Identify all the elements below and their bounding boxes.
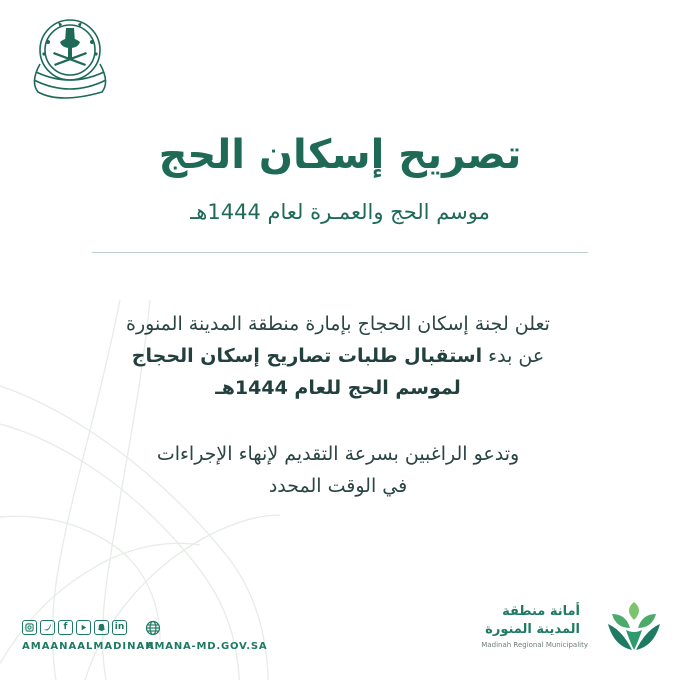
social-handle[interactable]: AMAANAALMADINAH xyxy=(22,641,155,652)
globe-icon xyxy=(145,620,161,636)
announcement-line-3-bold: لموسم الحج للعام 1444هـ xyxy=(215,377,461,399)
announcement-line-2-prefix: عن بدء xyxy=(488,345,545,367)
twitter-icon[interactable] xyxy=(40,620,55,635)
announcement-line-2-bold: استقبال طلبات تصاريح إسكان الحجاج xyxy=(131,345,483,367)
instagram-icon[interactable] xyxy=(22,620,37,635)
page-title: تصريح إسكان الحج xyxy=(158,132,522,178)
invitation-text xyxy=(88,438,588,502)
municipality-name-ar-2: المدينة المنورة xyxy=(485,622,580,637)
municipality-name-ar-1: أمانة منطقة xyxy=(502,604,580,619)
youtube-icon[interactable] xyxy=(76,620,91,635)
announcement-line-3 xyxy=(88,372,588,404)
invitation-line-2: في الوقت المحدد xyxy=(268,475,408,497)
saudi-emblem-icon xyxy=(20,12,120,104)
invitation-line-1: وتدعو الراغبين بسرعة التقديم لإنهاء الإجراءات xyxy=(156,443,520,465)
announcement-line-2 xyxy=(88,340,588,372)
snapchat-icon[interactable] xyxy=(94,620,109,635)
social-icons xyxy=(22,620,127,638)
facebook-icon[interactable]: f xyxy=(58,620,73,635)
municipality-name-en: Madinah Regional Municipality xyxy=(481,641,588,649)
municipality-logo-icon xyxy=(604,600,664,652)
announcement-line-1: تعلن لجنة إسكان الحجاج بإمارة منطقة المدينة المنورة xyxy=(126,313,550,335)
website-link[interactable]: AMANA-MD.GOV.SA xyxy=(146,641,268,652)
linkedin-icon[interactable]: in xyxy=(112,620,127,635)
announcement-text xyxy=(88,308,588,404)
divider xyxy=(92,252,588,253)
page-subtitle: موسم الحج والعمـرة لعام 1444هـ xyxy=(190,200,490,224)
